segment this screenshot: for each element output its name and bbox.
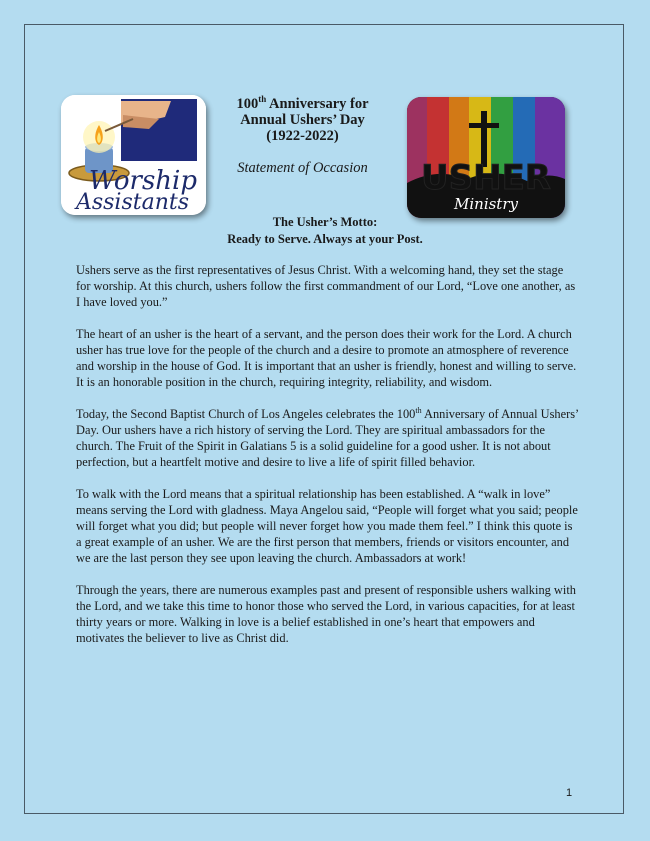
page-number: 1 bbox=[566, 787, 573, 799]
motto-heading: The Usher’s Motto: bbox=[272, 215, 378, 229]
paragraph-5: Through the years, there are numerous examples past and present of responsible ushers walking with the Lord, and we take this time to honor those who served the Lord, in various capacities, for at least thirty years or more. Walking in love is a belief established in one’s heart that empowers and motivates the believer to live as Christ did. bbox=[76, 583, 576, 645]
title-line-3: (1922-2022) bbox=[266, 128, 339, 144]
usher-ministry-logo bbox=[407, 97, 565, 218]
logo-right-line2: Ministry bbox=[454, 195, 518, 213]
logo-left-line1: Worship bbox=[88, 166, 197, 196]
motto-text: Ready to Serve. Always at your Post. bbox=[227, 232, 423, 246]
usher-motto bbox=[180, 214, 470, 248]
logo-left-line2: Assistants bbox=[75, 190, 189, 215]
paragraph-4: To walk with the Lord means that a spiritual relationship has been established. A “walk in love” means serving the Lord with gladness. Maya Angelou said, “People will forget what you said; people will forget what you did; but people will never forget how you made them feel.” I think this quote is a great example of an usher. We are the first person that members, friends or visitors encounter, and we are the last person they see upon leaving the church. Ambassadors at work! bbox=[76, 487, 578, 565]
title-line-1: 100th Anniversary for bbox=[236, 94, 369, 112]
paragraph-3: Today, the Second Baptist Church of Los Angeles celebrates the 100th Anniversary of Annual Ushers’ Day. Our ushers have a rich history of serving the Lord. They are spiritual ambassadors for the church. The Fruit of the Spirit in Galatians 5 is a solid guideline for a good usher. It is not about perfection, but a heartfelt motive and desire to live a life of spirit filled behavior. bbox=[76, 405, 579, 469]
paragraph-1: Ushers serve as the first representatives of Jesus Christ. With a welcoming hand, they set the stage for worship. At this church, ushers follow the first commandment of our Lord, “Love one another, as I have loved you.” bbox=[76, 263, 576, 309]
body-text bbox=[76, 262, 579, 662]
title-line-2: Annual Ushers’ Day bbox=[240, 112, 365, 128]
logo-right-line1: USHER bbox=[421, 158, 551, 198]
worship-assistants-logo bbox=[61, 95, 206, 215]
subtitle: Statement of Occasion bbox=[237, 160, 368, 176]
header-title-block bbox=[215, 96, 390, 177]
paragraph-2: The heart of an usher is the heart of a servant, and the person does their work for the Lord. A church usher has true love for the people of the church and a desire to promote an atmosphere of reverence and worship in the house of God. It is important that an usher is friendly, honest and willing to serve. It is an honorable position in the church, requiring integrity, reliability, and wisdom. bbox=[76, 327, 577, 389]
